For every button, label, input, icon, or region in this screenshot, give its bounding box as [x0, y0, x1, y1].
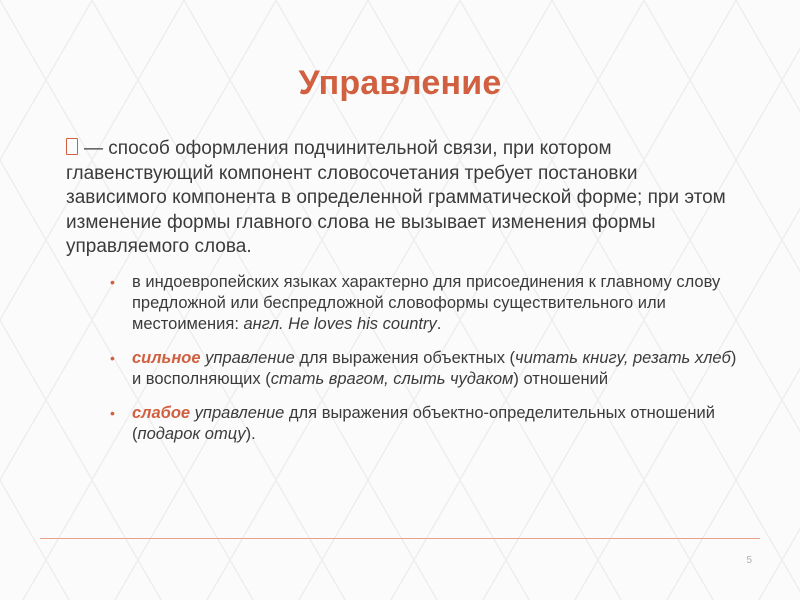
- bullet-text: для выражения объектных (: [294, 349, 516, 367]
- list-item: [110, 272, 740, 335]
- footer-divider: [40, 538, 760, 539]
- bullet-list: [110, 272, 740, 458]
- example-text: стать врагом, слыть чудаком: [270, 370, 514, 388]
- bullet-text: ) и восполняющих (: [132, 349, 737, 388]
- bullet-marker-icon: [66, 138, 78, 155]
- accent-term: сильное: [132, 349, 201, 367]
- slide-title: Управление: [298, 64, 502, 102]
- example-text: англ. He loves his country: [243, 315, 437, 333]
- example-text: подарок отцу: [137, 425, 246, 443]
- bullet-text-end: ).: [245, 425, 256, 443]
- definition-text: — способ оформления подчинительной связи, при котором главенствующий компонент словосочетания требует постановки зависимого компонента в определенной грамматической форме; при этом изменение формы главного слова не вызывает изменения формы управляемого слова.: [66, 138, 726, 257]
- accent-term: слабое: [132, 404, 191, 422]
- bullet-text-end: .: [436, 315, 442, 333]
- italic-term: управление: [190, 404, 285, 422]
- italic-term: управление: [200, 349, 295, 367]
- list-item: [110, 403, 740, 445]
- bullet-text: в индоевропейских языках характерно для присоединения к главному слову предложной или беспредложной словоформы существительного или местоимения:: [132, 273, 721, 333]
- bullet-dot-icon: •: [110, 405, 115, 421]
- bullet-text-end: ) отношений: [513, 370, 609, 388]
- bullet-dot-icon: •: [110, 350, 115, 366]
- page-number: 5: [746, 555, 752, 566]
- example-text: читать книгу, резать хлеб: [515, 349, 731, 367]
- bullet-text: для выражения объектно-определительных отношений (: [132, 404, 715, 443]
- list-item: [110, 348, 740, 390]
- definition-paragraph: [66, 137, 736, 260]
- bullet-dot-icon: •: [110, 274, 115, 290]
